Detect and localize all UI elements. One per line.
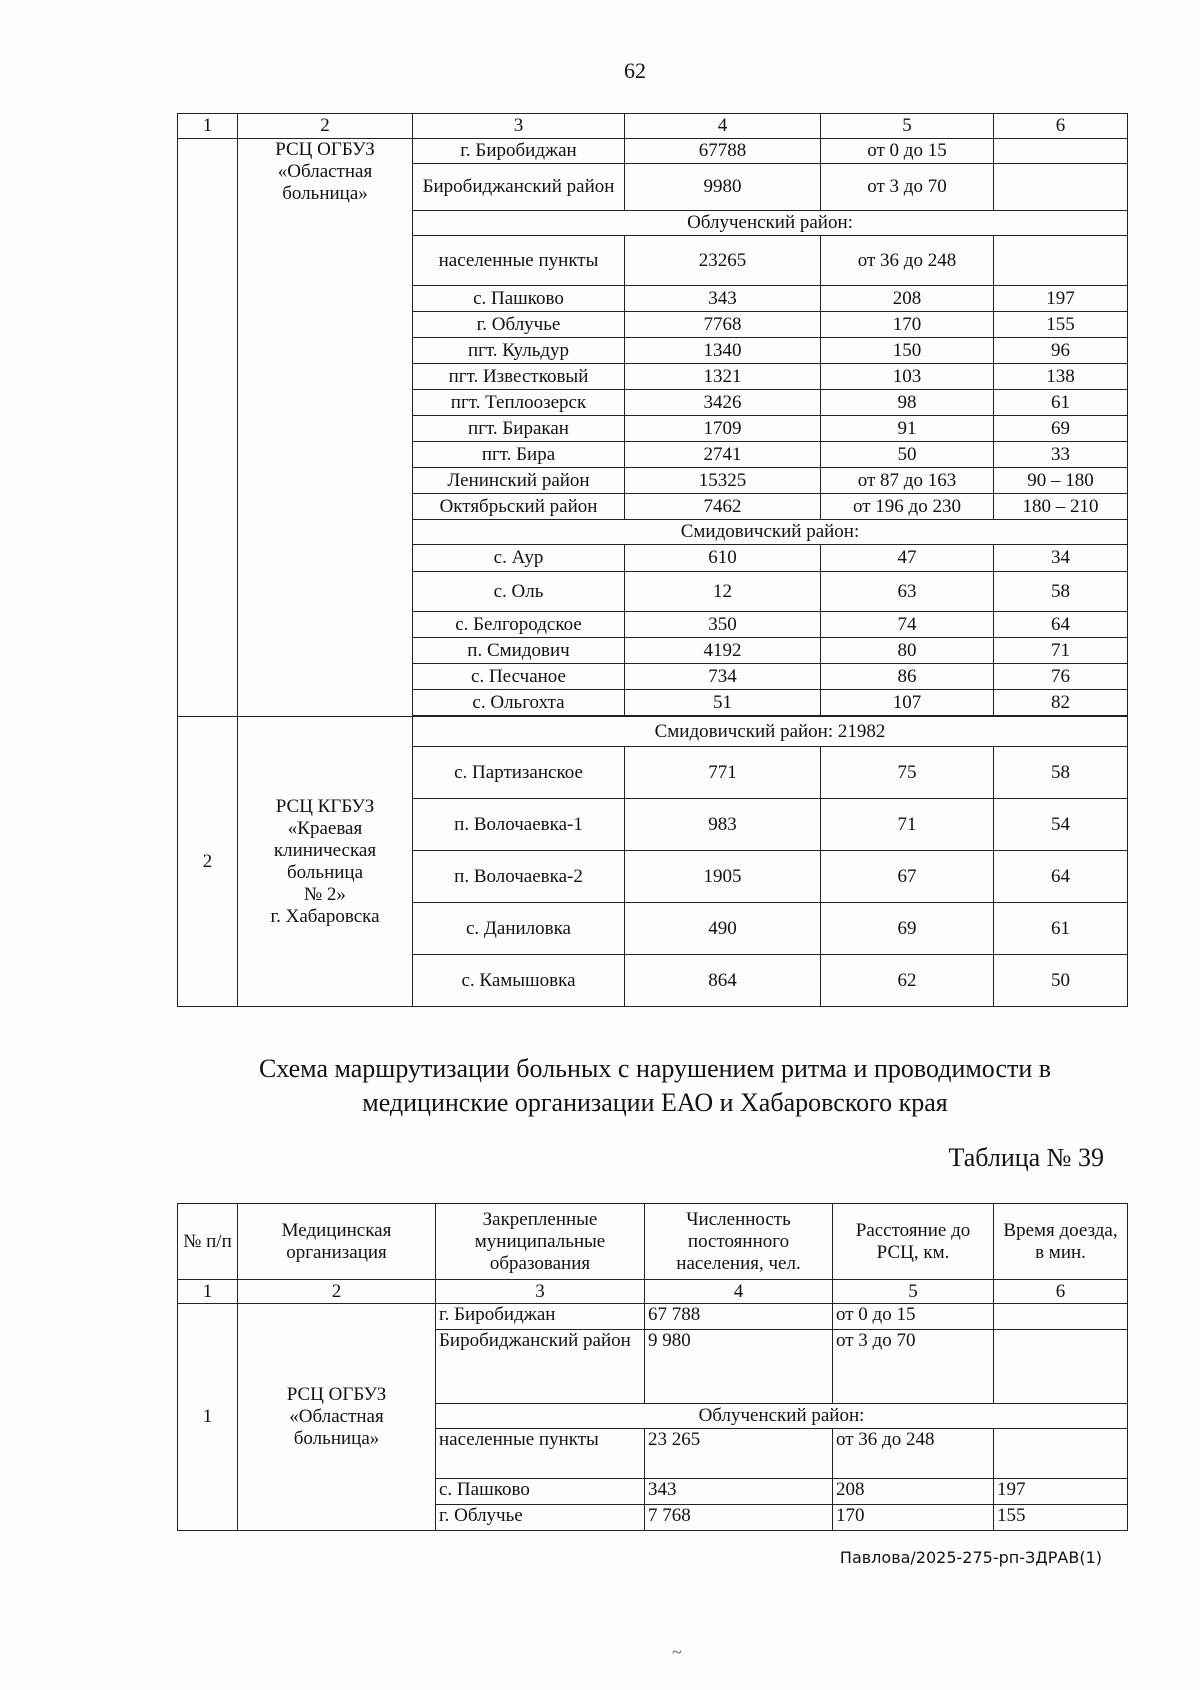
- distance-cell: 47: [821, 545, 994, 572]
- population-cell: 771: [625, 747, 821, 799]
- organization-cell: [238, 1304, 436, 1531]
- time-cell: 58: [994, 572, 1128, 612]
- col-number: 4: [645, 1280, 833, 1304]
- time-cell: 64: [994, 851, 1128, 903]
- distance-cell: 170: [833, 1505, 994, 1531]
- time-cell: 90 – 180: [994, 468, 1128, 494]
- header-cell: Медицинская организация: [238, 1204, 436, 1280]
- col-number: 6: [994, 114, 1128, 139]
- municipality-cell: с. Камышовка: [413, 955, 625, 1007]
- distance-cell: 150: [821, 338, 994, 364]
- population-cell: 4192: [625, 638, 821, 664]
- municipality-cell: с. Пашково: [413, 286, 625, 312]
- page-number: 62: [624, 58, 646, 83]
- time-cell: 155: [994, 312, 1128, 338]
- distance-cell: 63: [821, 572, 994, 612]
- distance-cell: 62: [821, 955, 994, 1007]
- time-cell: 96: [994, 338, 1128, 364]
- col-number: 2: [238, 114, 413, 139]
- distance-cell: 75: [821, 747, 994, 799]
- municipality-cell: п. Волочаевка-1: [413, 799, 625, 851]
- column-number-row: [178, 114, 1128, 139]
- time-cell: [994, 1429, 1128, 1479]
- municipality-cell: г. Облучье: [413, 312, 625, 338]
- section-heading: [180, 1052, 1130, 1120]
- population-cell: 343: [645, 1479, 833, 1505]
- col-number: 5: [833, 1280, 994, 1304]
- column-number-row: [178, 1280, 1128, 1304]
- municipality-cell: с. Ольгохта: [413, 690, 625, 716]
- distance-cell: 98: [821, 390, 994, 416]
- distance-cell: от 36 до 248: [833, 1429, 994, 1479]
- col-number: 5: [821, 114, 994, 139]
- table-row: [178, 1304, 1128, 1330]
- municipality-cell: пгт. Теплоозерск: [413, 390, 625, 416]
- col-number: 1: [178, 1280, 238, 1304]
- population-cell: 9 980: [645, 1330, 833, 1404]
- time-cell: 82: [994, 690, 1128, 716]
- distance-cell: от 0 до 15: [833, 1304, 994, 1330]
- header-cell: Время доезда, в мин.: [994, 1204, 1128, 1280]
- municipality-cell: пгт. Бира: [413, 442, 625, 468]
- col-number: 1: [178, 114, 238, 139]
- municipality-cell: с. Белгородское: [413, 612, 625, 638]
- time-cell: 197: [994, 1479, 1128, 1505]
- population-cell: 23265: [625, 236, 821, 286]
- distance-cell: 107: [821, 690, 994, 716]
- municipality-cell: Биробиджанский район: [436, 1330, 645, 1404]
- distance-cell: от 3 до 70: [833, 1330, 994, 1404]
- distance-cell: от 87 до 163: [821, 468, 994, 494]
- municipality-cell: пгт. Известковый: [413, 364, 625, 390]
- municipality-cell: с. Оль: [413, 572, 625, 612]
- heading-line: Схема маршрутизации больных с нарушением ритма и проводимости в: [258, 1054, 1052, 1083]
- time-cell: 61: [994, 903, 1128, 955]
- distance-cell: 86: [821, 664, 994, 690]
- section-header-row: [178, 717, 1128, 747]
- org-line: больница»: [282, 183, 368, 204]
- distance-cell: от 196 до 230: [821, 494, 994, 520]
- municipality-cell: населенные пункты: [436, 1429, 645, 1479]
- population-cell: 7768: [625, 312, 821, 338]
- municipality-cell: с. Пашково: [436, 1479, 645, 1505]
- population-cell: 67788: [625, 139, 821, 164]
- district-header: Облученский район:: [436, 1404, 1128, 1429]
- org-line: г. Хабаровска: [270, 905, 380, 927]
- time-cell: [994, 164, 1128, 211]
- row-number-cell: 1: [178, 1304, 238, 1531]
- document-reference: Павлова/2025-275-рп-ЗДРАВ(1): [839, 1548, 1102, 1567]
- header-cell: Закрепленные муниципальные образования: [436, 1204, 645, 1280]
- org-line: больница»: [293, 1428, 380, 1449]
- population-cell: 1321: [625, 364, 821, 390]
- population-cell: 490: [625, 903, 821, 955]
- time-cell: 64: [994, 612, 1128, 638]
- distance-cell: от 0 до 15: [821, 139, 994, 164]
- distance-cell: 71: [821, 799, 994, 851]
- distance-cell: 91: [821, 416, 994, 442]
- population-cell: 1340: [625, 338, 821, 364]
- population-cell: 350: [625, 612, 821, 638]
- header-cell: Численность постоянного населения, чел.: [645, 1204, 833, 1280]
- org-line: «Областная: [277, 161, 373, 182]
- org-line: РСЦ КГБУЗ: [275, 795, 375, 817]
- organization-cell: [238, 139, 413, 717]
- municipality-cell: Ленинский район: [413, 468, 625, 494]
- population-cell: 864: [625, 955, 821, 1007]
- municipality-cell: с. Даниловка: [413, 903, 625, 955]
- org-line: «Областная: [289, 1406, 384, 1427]
- col-number: 3: [413, 114, 625, 139]
- row-number-cell: 2: [178, 717, 238, 1007]
- population-cell: 343: [625, 286, 821, 312]
- time-cell: 197: [994, 286, 1128, 312]
- municipality-cell: г. Биробиджан: [413, 139, 625, 164]
- time-cell: [994, 1330, 1128, 1404]
- table-row: [178, 139, 1128, 164]
- population-cell: 67 788: [645, 1304, 833, 1330]
- district-header: Облученский район:: [413, 211, 1128, 236]
- col-number: 2: [238, 1280, 436, 1304]
- time-cell: 33: [994, 442, 1128, 468]
- org-line: РСЦ ОГБУЗ: [275, 139, 375, 160]
- municipality-cell: населенные пункты: [413, 236, 625, 286]
- distance-cell: 208: [833, 1479, 994, 1505]
- population-cell: 15325: [625, 468, 821, 494]
- distance-cell: 208: [821, 286, 994, 312]
- time-cell: [994, 236, 1128, 286]
- org-line: № 2»: [304, 883, 346, 905]
- time-cell: 155: [994, 1505, 1128, 1531]
- col-number: 3: [436, 1280, 645, 1304]
- org-line: клиническая: [273, 839, 377, 861]
- distance-cell: 80: [821, 638, 994, 664]
- time-cell: 138: [994, 364, 1128, 390]
- header-cell: Расстояние до РСЦ, км.: [833, 1204, 994, 1280]
- time-cell: 58: [994, 747, 1128, 799]
- municipality-cell: с. Аур: [413, 545, 625, 572]
- population-cell: 3426: [625, 390, 821, 416]
- population-cell: 1905: [625, 851, 821, 903]
- org-line: РСЦ ОГБУЗ: [286, 1384, 387, 1405]
- col-number: 4: [625, 114, 821, 139]
- population-cell: 51: [625, 690, 821, 716]
- population-cell: 9980: [625, 164, 821, 211]
- row-number-cell: [178, 139, 238, 717]
- population-cell: 23 265: [645, 1429, 833, 1479]
- organization-cell: [238, 717, 413, 1007]
- municipality-cell: с. Песчаное: [413, 664, 625, 690]
- time-cell: 54: [994, 799, 1128, 851]
- municipality-cell: п. Волочаевка-2: [413, 851, 625, 903]
- municipality-cell: пгт. Биракан: [413, 416, 625, 442]
- distance-cell: от 3 до 70: [821, 164, 994, 211]
- municipality-cell: с. Партизанское: [413, 747, 625, 799]
- distance-cell: 74: [821, 612, 994, 638]
- distance-cell: 103: [821, 364, 994, 390]
- org-line: больница: [287, 861, 363, 883]
- municipality-cell: пгт. Кульдур: [413, 338, 625, 364]
- population-cell: 7462: [625, 494, 821, 520]
- time-cell: 180 – 210: [994, 494, 1128, 520]
- municipality-cell: г. Биробиджан: [436, 1304, 645, 1330]
- distance-cell: 170: [821, 312, 994, 338]
- col-number: 6: [994, 1280, 1128, 1304]
- population-cell: 2741: [625, 442, 821, 468]
- population-cell: 734: [625, 664, 821, 690]
- distance-cell: от 36 до 248: [821, 236, 994, 286]
- time-cell: 61: [994, 390, 1128, 416]
- municipality-cell: Октябрьский район: [413, 494, 625, 520]
- time-cell: 71: [994, 638, 1128, 664]
- time-cell: 50: [994, 955, 1128, 1007]
- distance-cell: 69: [821, 903, 994, 955]
- routing-table-39: [177, 1203, 1128, 1531]
- municipality-cell: г. Облучье: [436, 1505, 645, 1531]
- municipality-cell: п. Смидович: [413, 638, 625, 664]
- time-cell: 76: [994, 664, 1128, 690]
- population-cell: 7 768: [645, 1505, 833, 1531]
- time-cell: 34: [994, 545, 1128, 572]
- time-cell: [994, 139, 1128, 164]
- population-cell: 610: [625, 545, 821, 572]
- org-line: «Краевая: [287, 817, 363, 839]
- table-label: Таблица № 39: [948, 1143, 1104, 1172]
- distance-cell: 67: [821, 851, 994, 903]
- population-cell: 12: [625, 572, 821, 612]
- time-cell: 69: [994, 416, 1128, 442]
- population-cell: 1709: [625, 416, 821, 442]
- scan-mark: ~: [672, 1642, 682, 1662]
- district-header: Смидовичский район: 21982: [413, 717, 1128, 747]
- municipality-cell: Биробиджанский район: [413, 164, 625, 211]
- district-header: Смидовичский район:: [413, 520, 1128, 545]
- time-cell: [994, 1304, 1128, 1330]
- header-row: [178, 1204, 1128, 1280]
- header-cell: № п/п: [178, 1204, 238, 1280]
- population-cell: 983: [625, 799, 821, 851]
- routing-table-continued: [177, 113, 1128, 1007]
- distance-cell: 50: [821, 442, 994, 468]
- heading-line: медицинские организации ЕАО и Хабаровского края: [362, 1088, 948, 1117]
